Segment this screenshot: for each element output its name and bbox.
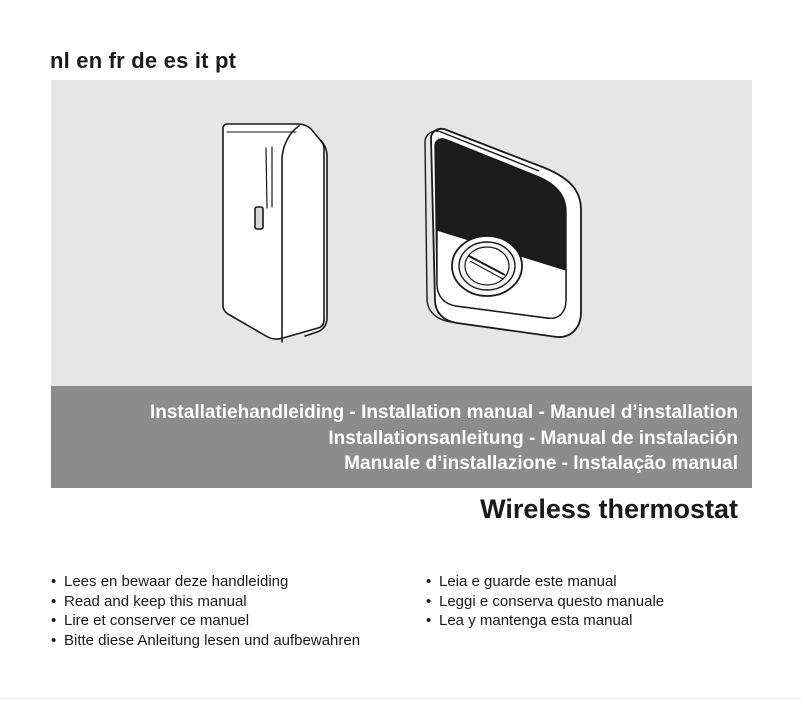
list-item: [51, 572, 360, 592]
list-item: [426, 572, 664, 592]
manual-title-line: Installationsanleitung - Manual de instalación: [328, 427, 738, 449]
thermostat-device-icon: [425, 129, 581, 337]
bullet-icon: •: [51, 631, 57, 649]
list-item-text: Leggi e conserva questo manuale: [439, 592, 665, 610]
list-item-text: Leia e guarde este manual: [439, 573, 617, 590]
bullet-icon: •: [51, 592, 57, 610]
language-codes: nl en fr de es it pt: [50, 48, 237, 73]
list-item: [51, 592, 360, 612]
manual-title-line: Installatiehandleiding - Installation manual - Manuel d’installation: [149, 402, 738, 423]
list-item-text: Lea y mantenga esta manual: [439, 612, 633, 629]
list-item-text: Bitte diese Anleitung lesen und aufbewahren: [64, 631, 361, 649]
page-bottom-divider: [0, 698, 802, 699]
manual-title-band: [51, 386, 752, 488]
bullet-icon: •: [51, 573, 57, 590]
instruction-list-left: [51, 572, 360, 650]
list-item-text: Read and keep this manual: [64, 592, 247, 610]
bullet-icon: •: [51, 612, 57, 629]
list-item: [426, 611, 664, 631]
manual-title-line: Manuale d’installazione - Instalação manual: [344, 453, 738, 474]
list-item-text: Lees en bewaar deze handleiding: [64, 573, 289, 590]
instruction-list-right: [426, 572, 664, 631]
product-name: Wireless thermostat: [480, 494, 738, 524]
receiver-box-icon: [223, 124, 327, 342]
bullet-icon: •: [426, 573, 432, 590]
list-item: [51, 631, 360, 651]
bullet-icon: •: [426, 592, 432, 610]
list-item-text: Lire et conserver ce manuel: [64, 612, 250, 629]
product-illustration-panel: [51, 80, 752, 386]
bullet-icon: •: [426, 612, 432, 629]
list-item: [51, 611, 360, 631]
list-item: [426, 592, 664, 612]
